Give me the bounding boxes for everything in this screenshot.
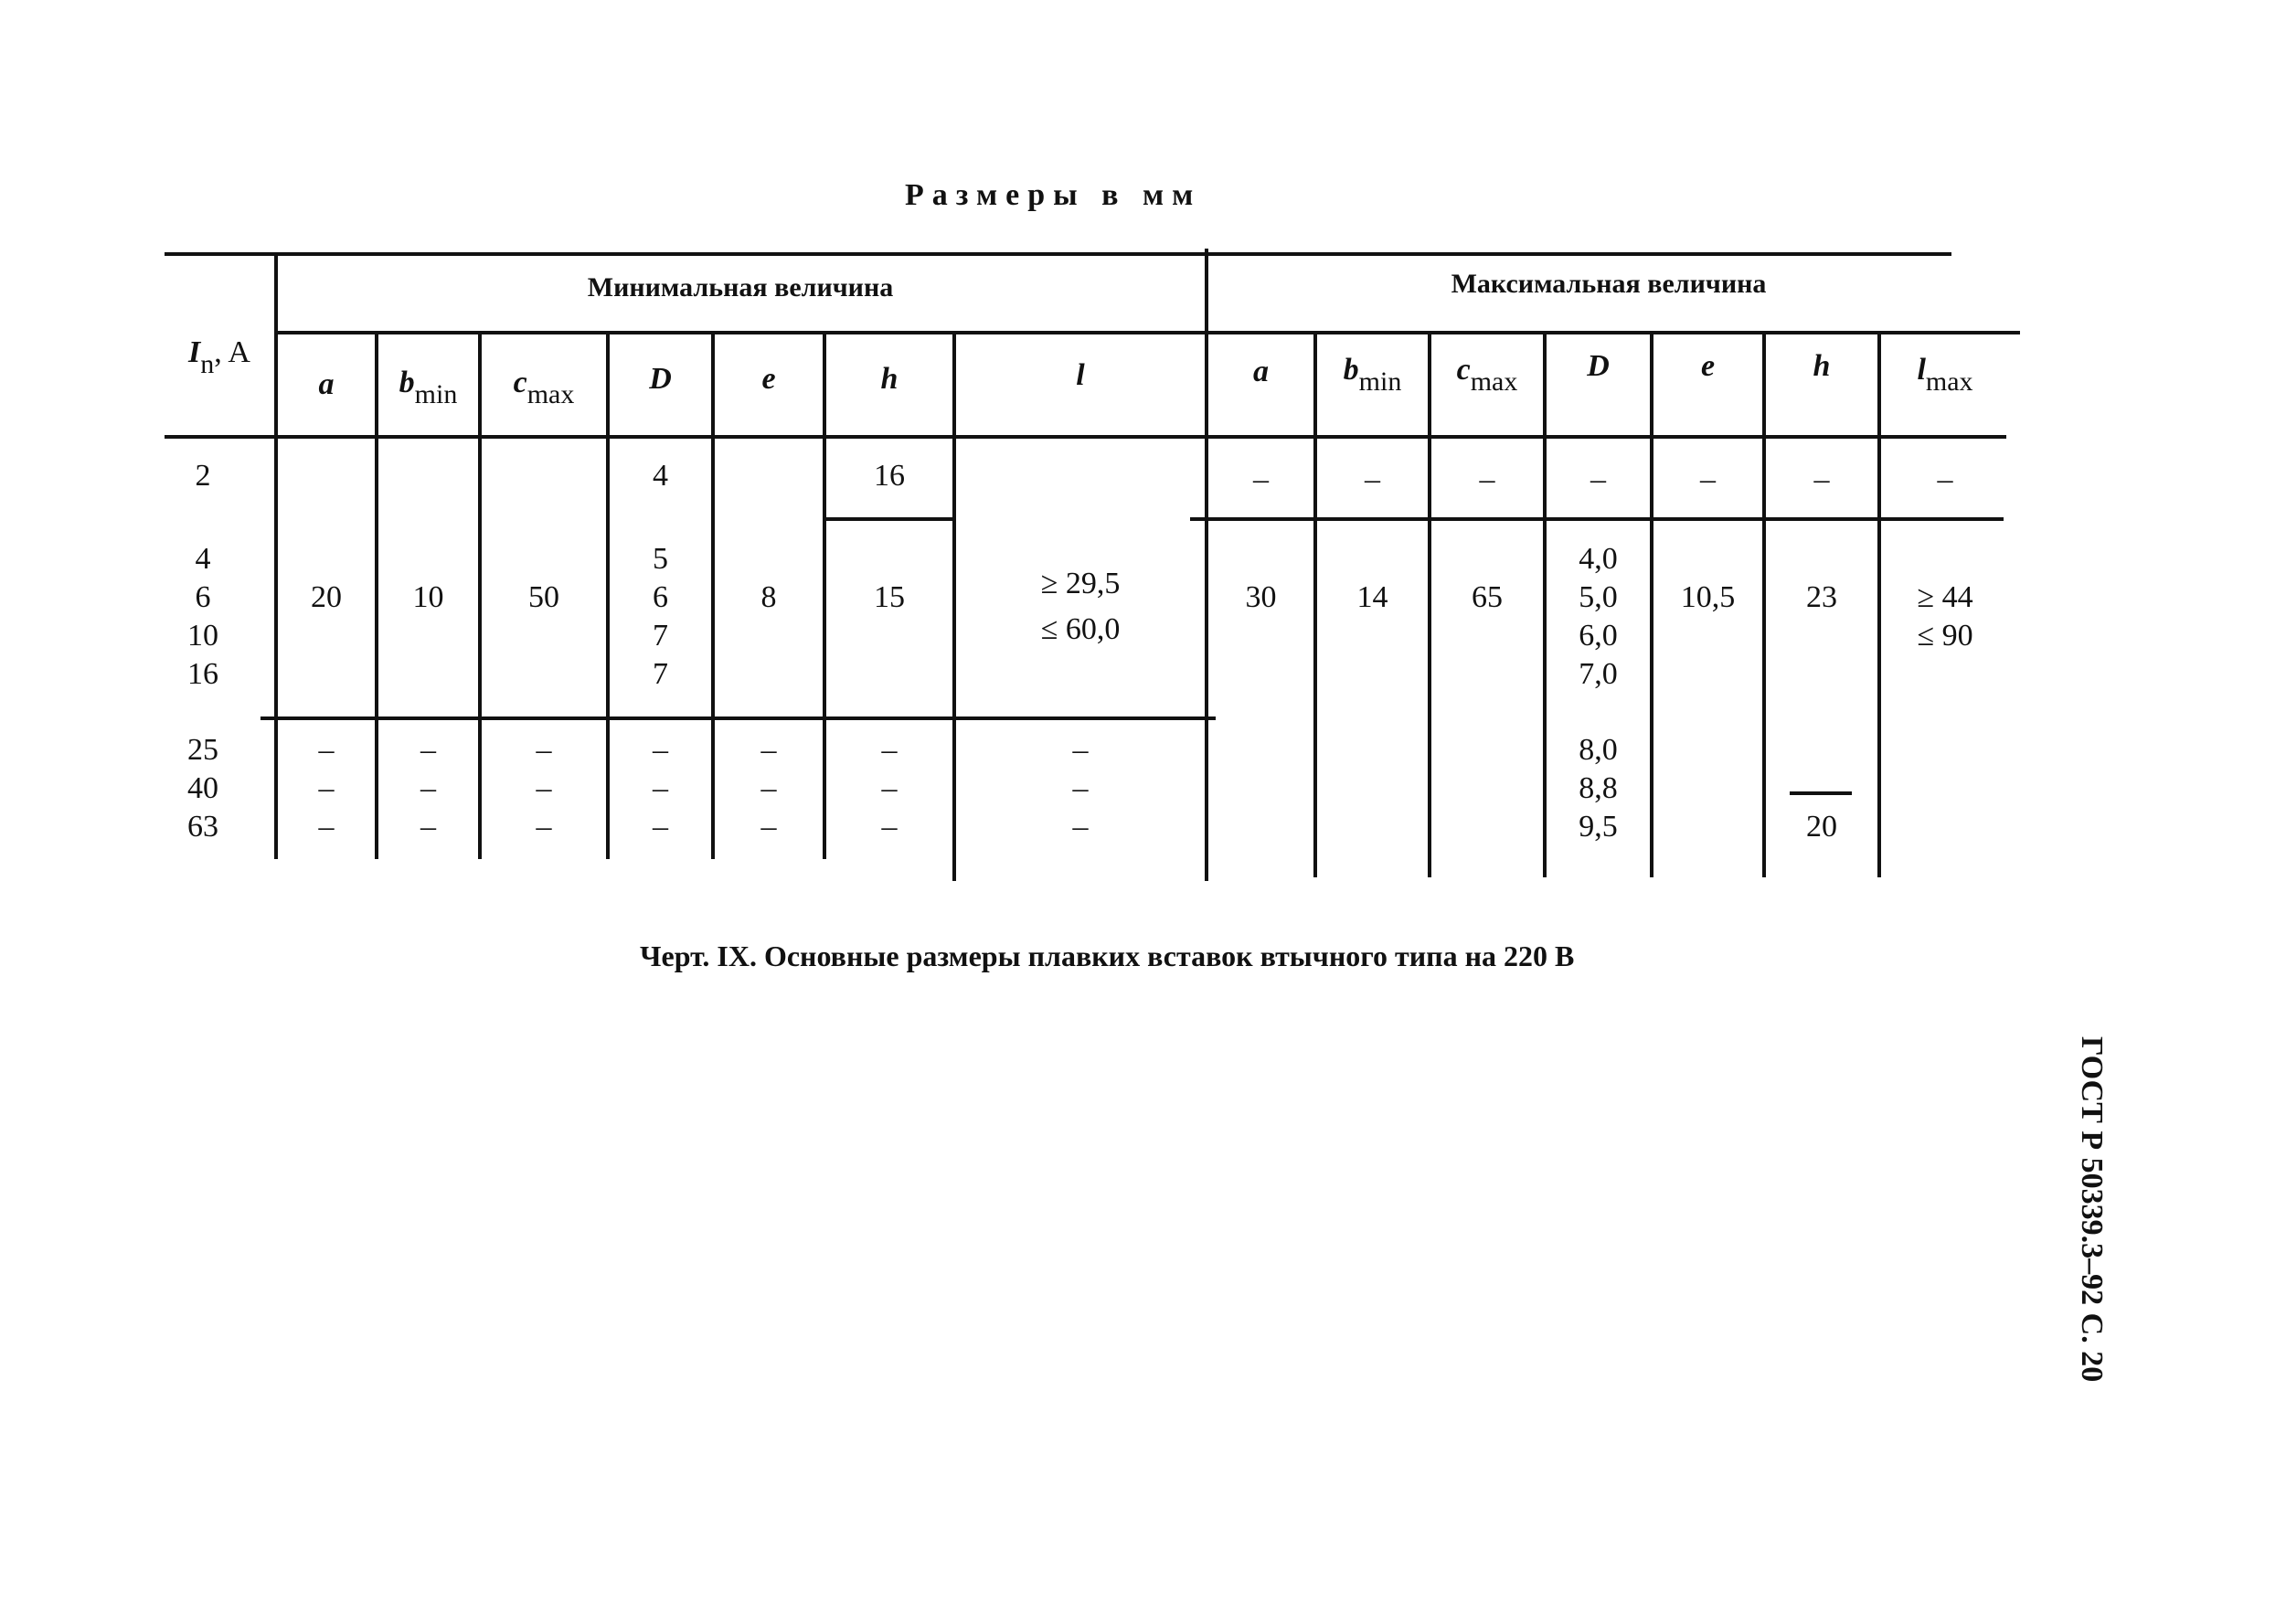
dash-cell: – <box>760 733 777 767</box>
g1-max-a: 30 <box>1245 580 1277 614</box>
g1-max-D: 4,0 <box>1579 542 1618 576</box>
dash-cell: – <box>1072 771 1089 805</box>
g1-min-D: 5 <box>653 542 668 576</box>
row-header-current <box>166 334 272 379</box>
col-header-min-D: D <box>649 362 672 396</box>
g1-max-e: 10,5 <box>1680 580 1736 614</box>
dash-cell: – <box>420 771 436 805</box>
min-block-bottom-rule <box>260 716 1216 720</box>
dash-cell: – <box>536 771 552 805</box>
g1-max-D: 5,0 <box>1579 580 1618 614</box>
dash-cell: – <box>1072 733 1089 767</box>
g1-max-l: ≤ 90 <box>1917 619 1973 653</box>
g1-max-b: 14 <box>1356 580 1388 614</box>
current-value: 25 <box>187 733 218 767</box>
current-value: 2 <box>195 459 211 493</box>
row2-min-D: 4 <box>653 459 668 493</box>
g1-min-a: 20 <box>311 580 342 614</box>
dash-cell: – <box>760 771 777 805</box>
current-value: 4 <box>195 542 211 576</box>
col-header-max-b: bmin <box>1343 353 1402 397</box>
side-standard-label <box>2073 1037 2110 1421</box>
dash-cell: – <box>318 810 335 844</box>
row2-max-b: – <box>1365 462 1380 496</box>
g1-min-l: ≥ 29,5 <box>1040 567 1121 600</box>
dash-cell: – <box>653 771 668 805</box>
col-header-max-e: e <box>1700 349 1716 383</box>
min-group-header: Минимальная величина <box>587 272 894 303</box>
row-header-symbol: I <box>188 335 201 369</box>
row2-max-D: – <box>1590 462 1606 496</box>
max-h-short-rule <box>1790 791 1852 795</box>
col-header-min-h: h <box>880 362 898 396</box>
col-header-max-l: lmax <box>1917 353 1973 397</box>
col-header-min-a: a <box>318 367 335 401</box>
g1-min-c: 50 <box>528 580 559 614</box>
dash-cell: – <box>881 771 898 805</box>
side-standard-text: ГОСТ Р 50339.3–92 С. 20 <box>2075 1036 2109 1383</box>
row2-max-l: – <box>1937 462 1953 496</box>
row-header-sub: n <box>200 349 215 379</box>
g2-max-D: 9,5 <box>1579 810 1618 844</box>
min-h-row2-rule <box>823 517 952 521</box>
current-value: 6 <box>195 580 211 614</box>
row2-min-h: 16 <box>874 459 905 493</box>
g2-max-D: 8,0 <box>1579 733 1618 767</box>
max-row2-rule <box>1190 517 2004 521</box>
g1-max-l: ≥ 44 <box>1917 580 1973 614</box>
current-value: 40 <box>187 771 218 805</box>
dash-cell: – <box>420 733 436 767</box>
current-value: 63 <box>187 810 218 844</box>
g1-max-D: 7,0 <box>1579 657 1618 691</box>
dash-cell: – <box>536 733 552 767</box>
col-header-max-c: cmax <box>1456 353 1518 397</box>
col-header-min-b: bmin <box>399 366 458 409</box>
figure-caption: Черт. IX. Основные размеры плавких вставок втычного типа на 220 В <box>640 939 1575 972</box>
header-bottom-rule <box>165 435 2006 439</box>
g2-max-h: 20 <box>1806 810 1837 844</box>
g1-min-l: ≤ 60,0 <box>1040 612 1121 646</box>
dash-cell: – <box>653 810 668 844</box>
g1-min-e: 8 <box>760 580 777 614</box>
g1-min-b: 10 <box>412 580 444 614</box>
col-header-min-l: l <box>1076 358 1085 392</box>
dash-cell: – <box>318 771 335 805</box>
dash-cell: – <box>881 810 898 844</box>
table-top-rule <box>165 252 1951 256</box>
group-header-rule <box>274 331 2020 334</box>
g1-min-h: 15 <box>874 580 905 614</box>
dash-cell: – <box>1072 810 1089 844</box>
row2-max-c: – <box>1479 462 1495 496</box>
g1-max-D: 6,0 <box>1579 619 1618 653</box>
row-header-unit: , A <box>214 335 250 369</box>
dash-cell: – <box>653 733 668 767</box>
g1-min-D: 7 <box>653 657 668 691</box>
g1-max-c: 65 <box>1472 580 1503 614</box>
dash-cell: – <box>881 733 898 767</box>
col-header-min-e: e <box>761 362 776 396</box>
col-header-min-c: cmax <box>513 366 575 409</box>
dash-cell: – <box>760 810 777 844</box>
group-divider <box>1205 249 1208 881</box>
row2-max-h: – <box>1813 462 1830 496</box>
max-group-header: Максимальная величина <box>1451 269 1767 299</box>
g2-max-D: 8,8 <box>1579 771 1618 805</box>
current-value: 10 <box>187 619 218 653</box>
g1-min-D: 6 <box>653 580 668 614</box>
current-value: 16 <box>187 657 218 691</box>
g1-min-D: 7 <box>653 619 668 653</box>
dash-cell: – <box>420 810 436 844</box>
units-caption: Размеры в мм <box>905 178 1202 212</box>
row2-max-e: – <box>1700 462 1716 496</box>
dash-cell: – <box>536 810 552 844</box>
col-header-max-a: a <box>1253 355 1269 388</box>
row2-max-a: – <box>1253 462 1269 496</box>
g1-max-h: 23 <box>1806 580 1837 614</box>
col-header-max-h: h <box>1813 349 1831 383</box>
col-header-max-D: D <box>1587 349 1610 383</box>
dash-cell: – <box>318 733 335 767</box>
